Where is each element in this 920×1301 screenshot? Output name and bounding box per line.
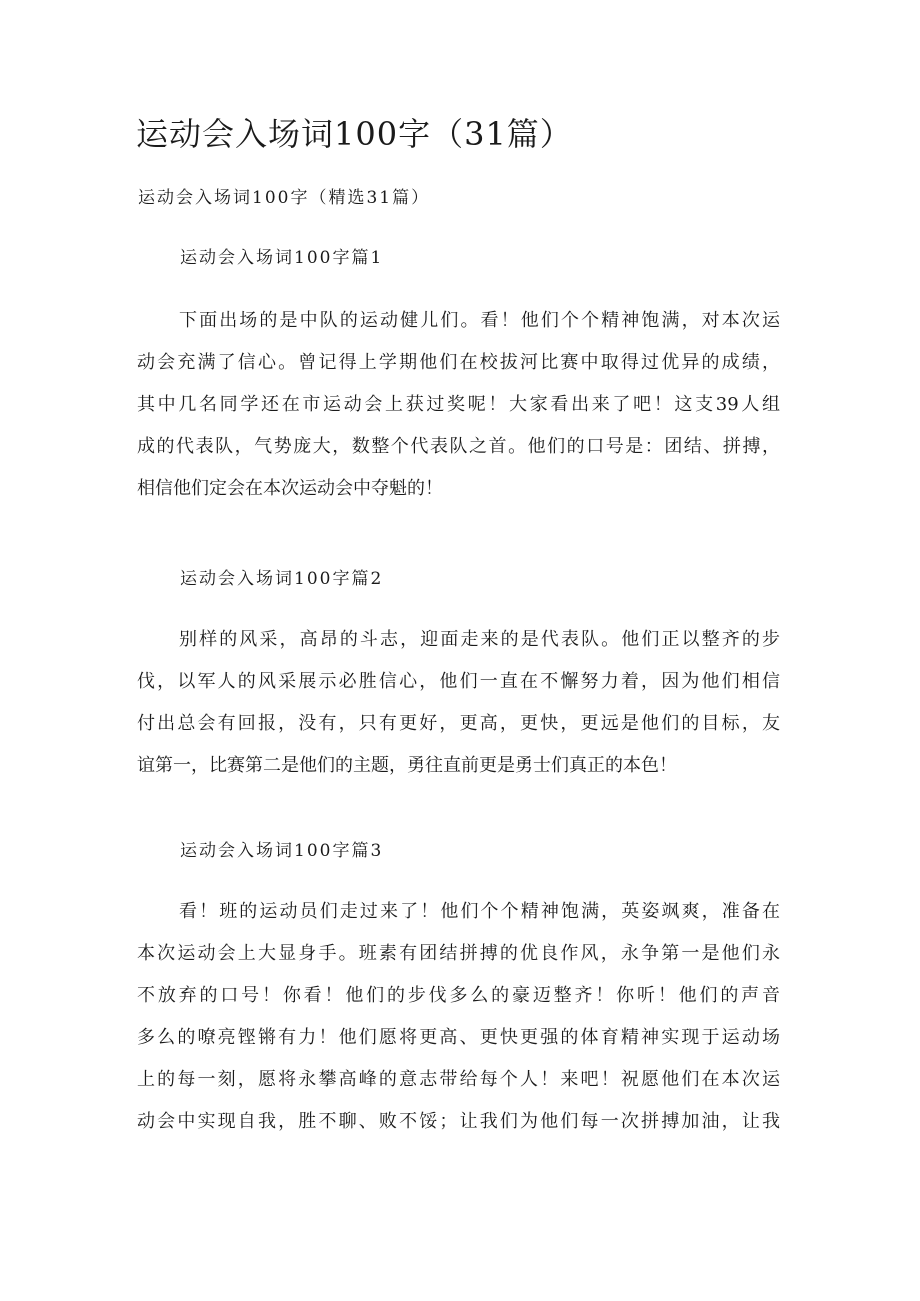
section-3-paragraph [137, 891, 780, 1143]
paragraph-line: 多么的嘹亮铿锵有力！他们愿将更高、更快更强的体育精神实现于运动场 [137, 1027, 780, 1048]
paragraph-line: 动会中实现自我，胜不聊、败不馁；让我们为他们每一次拼搏加油，让我 [137, 1111, 780, 1132]
paragraph-line: 本次运动会上大显身手。班素有团结拼搏的优良作风，永争第一是他们永 [137, 943, 780, 964]
document-title: 运动会入场词100字（31篇） [136, 115, 573, 153]
paragraph-line: 伐，以军人的风采展示必胜信心，他们一直在不懈努力着，因为他们相信 [137, 671, 780, 692]
paragraph-line: 相信他们定会在本次运动会中夺魁的！ [137, 478, 443, 499]
paragraph-line: 付出总会有回报，没有，只有更好，更高，更快，更远是他们的目标，友 [137, 713, 780, 734]
section-1-paragraph [137, 300, 780, 510]
document-subtitle: 运动会入场词100字（精选31篇） [138, 188, 431, 208]
section-heading-1: 运动会入场词100字篇1 [180, 248, 384, 268]
section-2-paragraph [137, 619, 780, 787]
paragraph-line: 上的每一刻，愿将永攀高峰的意志带给每个人！来吧！祝愿他们在本次运 [137, 1069, 780, 1090]
section-heading-2: 运动会入场词100字篇2 [180, 569, 384, 589]
paragraph-line: 别样的风采，高昂的斗志，迎面走来的是代表队。他们正以整齐的步 [179, 629, 780, 650]
section-heading-3: 运动会入场词100字篇3 [180, 841, 384, 861]
paragraph-line: 看！班的运动员们走过来了！他们个个精神饱满，英姿飒爽，准备在 [179, 901, 780, 922]
paragraph-line: 谊第一，比赛第二是他们的主题，勇往直前更是勇士们真正的本色！ [137, 755, 677, 776]
paragraph-line: 动会充满了信心。曾记得上学期他们在校拔河比赛中取得过优异的成绩， [137, 352, 780, 373]
paragraph-line: 成的代表队，气势庞大，数整个代表队之首。他们的口号是：团结、拼搏， [137, 436, 780, 457]
paragraph-line: 不放弃的口号！你看！他们的步伐多么的豪迈整齐！你听！他们的声音 [137, 985, 780, 1006]
paragraph-line: 下面出场的是中队的运动健儿们。看！他们个个精神饱满，对本次运 [179, 310, 780, 331]
paragraph-line: 其中几名同学还在市运动会上获过奖呢！大家看出来了吧！这支39人组 [137, 394, 780, 415]
